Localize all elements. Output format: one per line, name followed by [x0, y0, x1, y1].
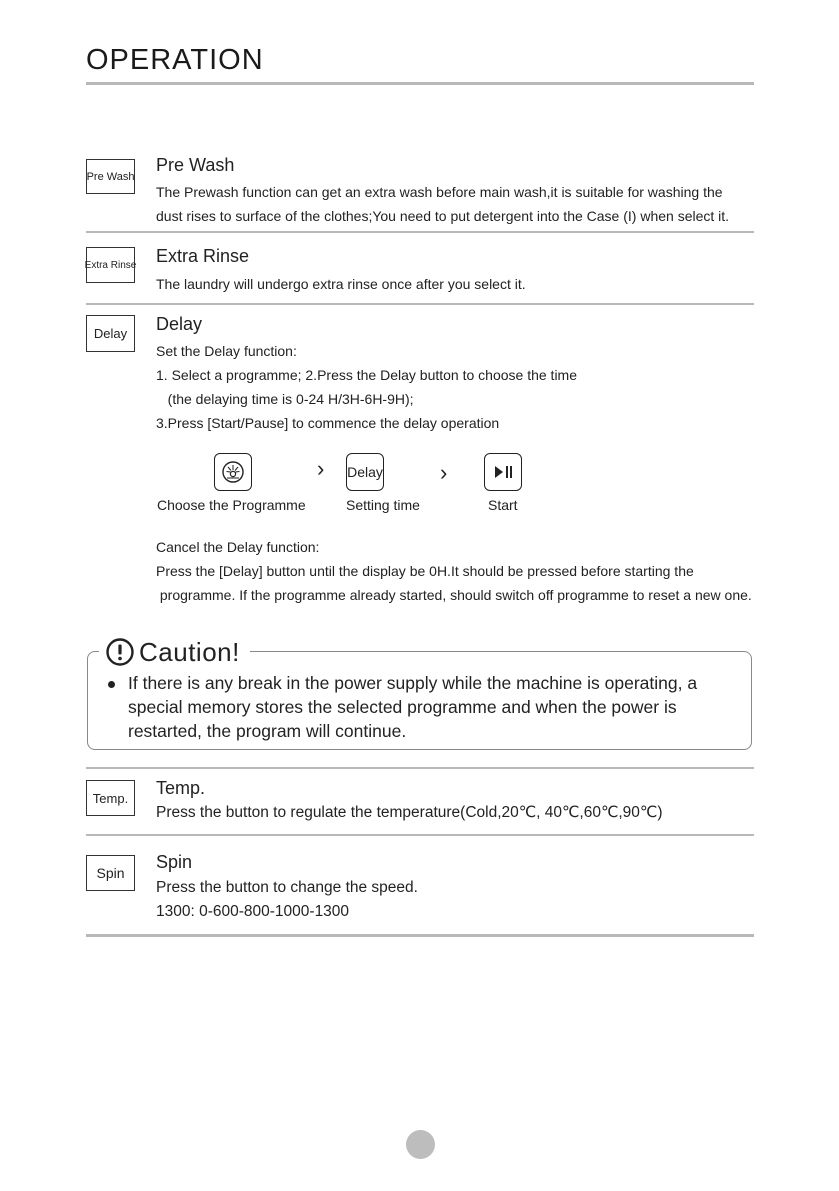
section-divider: [86, 231, 754, 233]
chevron-right-icon: ›: [317, 456, 325, 481]
section-divider: [86, 934, 754, 937]
step-label-programme: Choose the Programme: [157, 497, 306, 513]
cancel-line-1: Cancel the Delay function:: [156, 539, 320, 555]
page-title: OPERATION: [86, 44, 264, 76]
cancel-line-2: Press the [Delay] button until the display be 0H.It should be pressed before starting the: [156, 563, 694, 579]
spin-line-2: 1300: 0-600-800-1000-1300: [156, 903, 350, 920]
chevron-right-icon: ›: [440, 460, 448, 485]
prewash-line-2: dust rises to surface of the clothes;You need to put detergent into the Case (I) when select it.: [156, 208, 730, 224]
extra-rinse-button-icon: Extra Rinse: [86, 247, 135, 283]
delay-heading: Delay: [156, 314, 203, 334]
temp-line-1: Press the button to regulate the temperature(Cold,20℃, 40℃,60℃,90℃): [156, 804, 663, 821]
section-divider: [86, 834, 754, 836]
caution-header: [99, 634, 250, 670]
temp-button-icon: Temp.: [86, 780, 135, 816]
start-pause-icon: [484, 453, 522, 491]
extra-rinse-line-1: The laundry will undergo extra rinse once after you select it.: [156, 276, 526, 292]
spin-heading: Spin: [156, 852, 193, 872]
prewash-button-icon: Pre Wash: [86, 159, 135, 194]
programme-dial-icon: [214, 453, 252, 491]
warning-icon: [105, 637, 135, 667]
extra-rinse-heading: Extra Rinse: [156, 246, 250, 266]
temp-heading: Temp.: [156, 778, 206, 798]
prewash-line-1: The Prewash function can get an extra wash before main wash,it is suitable for washing the: [156, 184, 723, 200]
delay-button-icon: Delay: [86, 315, 135, 352]
bullet-icon: [108, 681, 115, 688]
delay-line-3: (the delaying time is 0-24 H/3H-6H-9H);: [156, 391, 414, 407]
delay-line-4: 3.Press [Start/Pause] to commence the delay operation: [156, 415, 500, 431]
prewash-heading: Pre Wash: [156, 155, 235, 175]
title-divider: [86, 82, 754, 85]
step-label-setting: Setting time: [346, 497, 420, 513]
section-divider: [86, 767, 754, 769]
section-divider: [86, 303, 754, 305]
spin-line-1: Press the button to change the speed.: [156, 879, 418, 896]
cancel-line-3: programme. If the programme already started, should switch off programme to reset a new one.: [156, 587, 752, 603]
spin-button-icon: Spin: [86, 855, 135, 891]
caution-text: If there is any break in the power supply while the machine is operating, a special memory stores the selected programme and when the power is restarted, the program will continue.: [128, 673, 698, 741]
delay-line-1: Set the Delay function:: [156, 343, 297, 359]
delay-step-icon: Delay: [346, 453, 384, 491]
step-label-start: Start: [488, 497, 518, 513]
caution-title: Caution!: [139, 636, 240, 667]
page-number-dot: [406, 1130, 435, 1159]
delay-line-2: 1. Select a programme; 2.Press the Delay button to choose the time: [156, 367, 577, 383]
